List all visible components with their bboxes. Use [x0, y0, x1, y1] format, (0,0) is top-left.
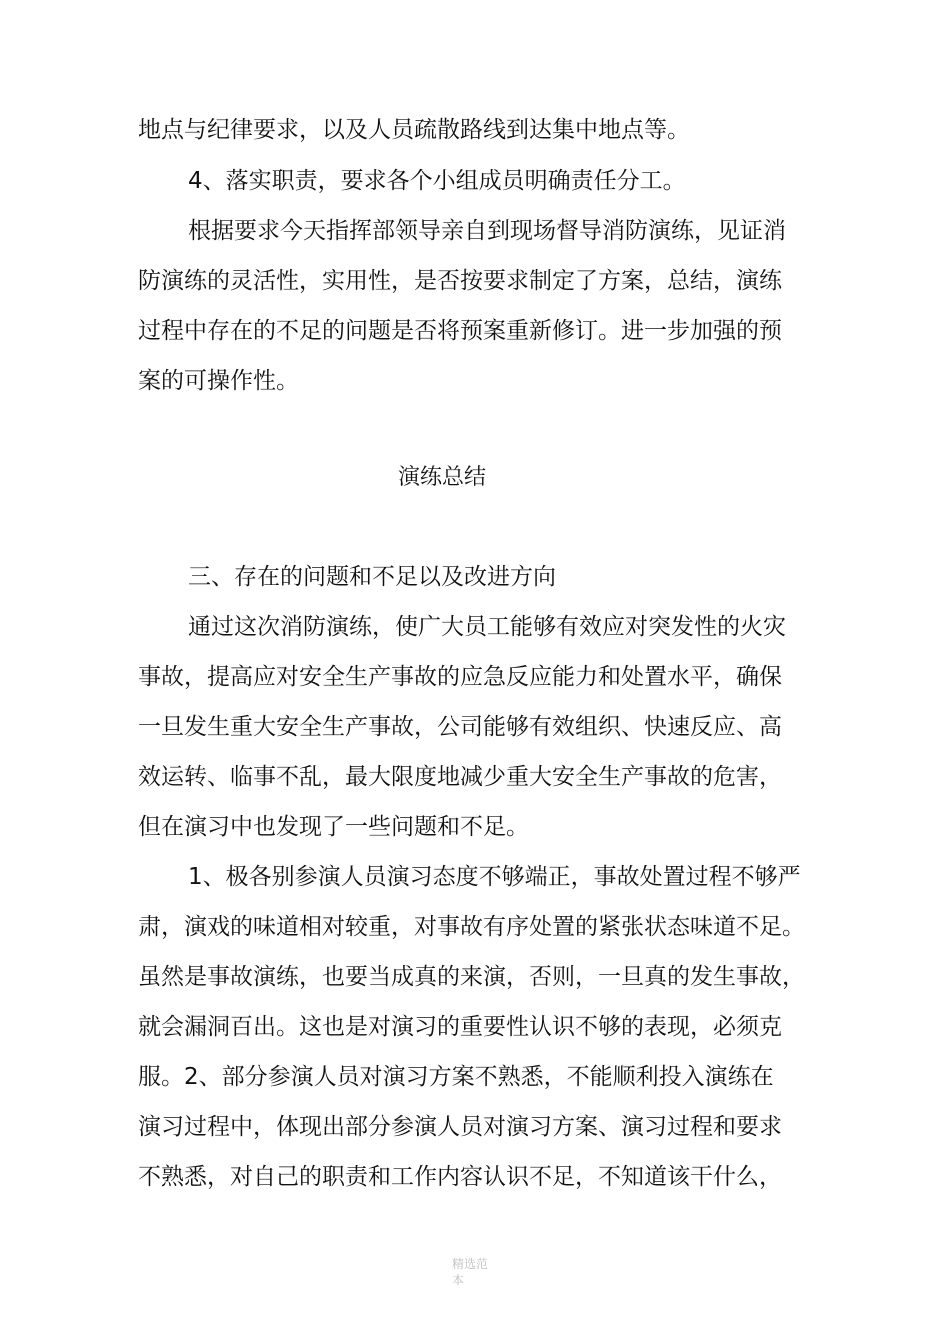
paragraph-line: 根据要求今天指挥部领导亲自到现场督导消防演练，见证消 [188, 218, 786, 244]
paragraph-line: 不熟悉，对自己的职责和工作内容认识不足，不知道该干什么， [138, 1164, 782, 1190]
paragraph-line: 过程中存在的不足的问题是否将预案重新修订。进一步加强的预 [138, 318, 782, 344]
paragraph-line: 肃，演戏的味道相对较重，对事故有序处置的紧张状态味道不足。 [138, 914, 805, 940]
paragraph-line: 演习过程中，体现出部分参演人员对演习方案、演习过程和要求 [138, 1114, 782, 1140]
paragraph-line: 防演练的灵活性，实用性，是否按要求制定了方案，总结，演练 [138, 268, 782, 294]
footer-watermark-line: 精选范 [452, 1257, 489, 1271]
paragraph-line: 就会漏洞百出。这也是对演习的重要性认识不够的表现，必须克 [138, 1014, 782, 1040]
paragraph-line: 案的可操作性。 [138, 368, 299, 394]
paragraph-line: 1、极各别参演人员演习态度不够端正，事故处置过程不够严 [188, 864, 801, 890]
paragraph-line: 虽然是事故演练，也要当成真的来演，否则，一旦真的发生事故， [138, 964, 805, 990]
paragraph-line: 服。2、部分参演人员对演习方案不熟悉，不能顺利投入演练在 [138, 1064, 774, 1090]
section-title: 演练总结 [397, 465, 486, 490]
footer-watermark-line: 本 [452, 1273, 465, 1287]
paragraph-line: 4、落实职责，要求各个小组成员明确责任分工。 [188, 168, 686, 194]
paragraph-line: 通过这次消防演练，使广大员工能够有效应对突发性的火灾 [188, 614, 786, 640]
paragraph-line: 但在演习中也发现了一些问题和不足。 [138, 814, 529, 840]
paragraph-line: 地点与纪律要求，以及人员疏散路线到达集中地点等。 [138, 117, 690, 143]
paragraph-line: 事故，提高应对安全生产事故的应急反应能力和处置水平，确保 [138, 664, 782, 690]
section-heading: 三、存在的问题和不足以及改进方向 [188, 564, 556, 590]
paragraph-line: 一旦发生重大安全生产事故，公司能够有效组织、快速反应、高 [138, 714, 782, 740]
paragraph-line: 效运转、临事不乱，最大限度地减少重大安全生产事故的危害， [138, 764, 782, 790]
